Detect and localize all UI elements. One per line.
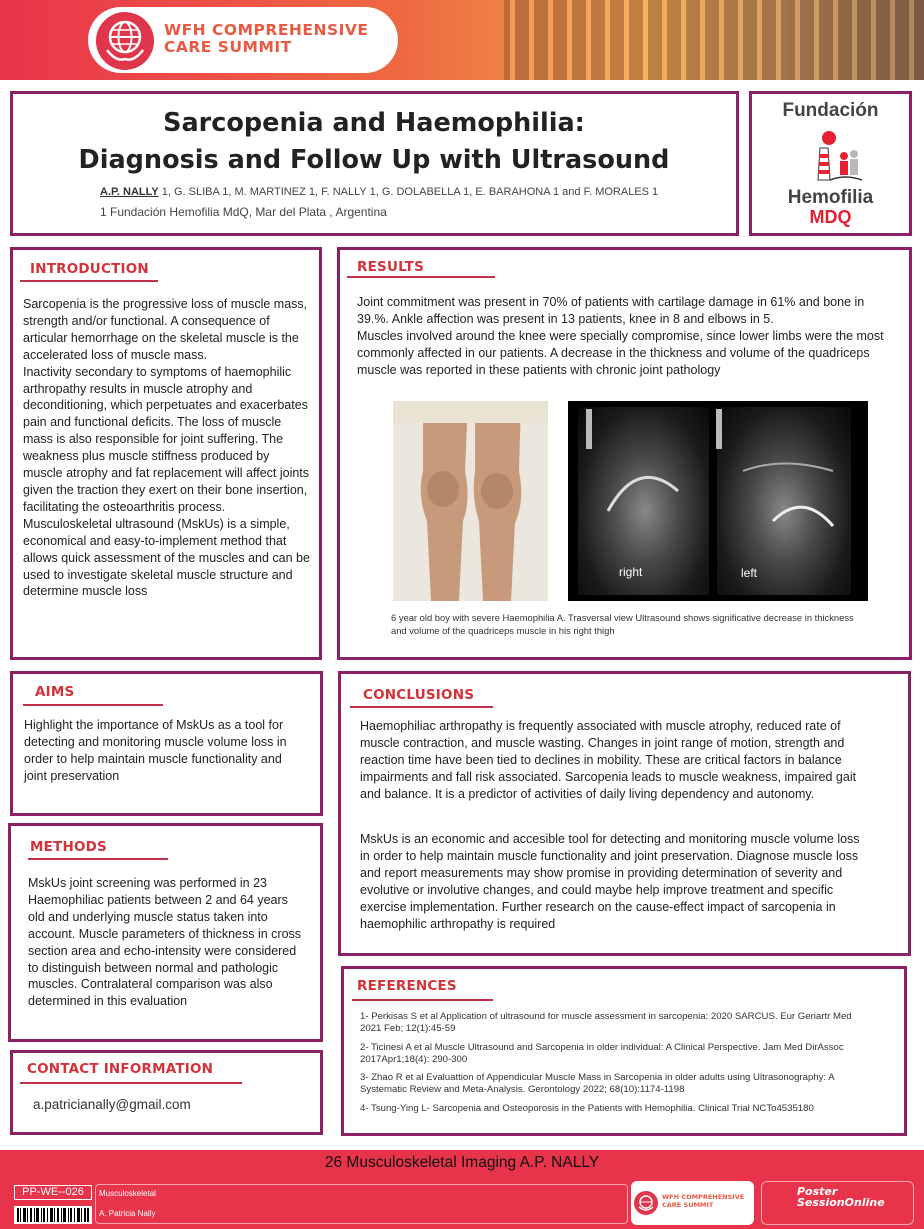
- contact-email[interactable]: a.patricianally@gmail.com: [33, 1097, 191, 1112]
- reference-item: 3- Zhao R et al Evaluattion of Appendicular Muscle Mass in Sarcopenia in older adults using Ultrasonography: A Systematic Review and Meta-Analysis. Gerontology 2022; 68(10):1174-1198: [360, 1072, 835, 1096]
- other-authors: 1, G. SLIBA 1, M. MARTINEZ 1, F. NALLY 1, G. DOLABELLA 1, E. BARAHONA 1 and F. MORALES 1: [158, 186, 659, 198]
- methods-underline: [28, 858, 168, 860]
- footer-globe-icon: [634, 1191, 658, 1215]
- foundation-sub: MDQ: [809, 207, 852, 227]
- brand-text: Poster SessionOnline: [797, 1185, 885, 1209]
- city-skyline-image: [504, 0, 924, 80]
- methods-text: MskUs joint screening was performed in 23 Haemophiliac patients between 2 and 64 years old and underlying muscle status taken into account. Muscle parameters of thickness in cross section area and echo-intensity were considered to distinguish between normal and pathologic muscles. Contralateral comparison was also determined in this evaluation: [28, 876, 302, 1009]
- aims-underline: [23, 704, 163, 706]
- aims-text: Highlight the importance of MskUs as a tool for detecting and monitoring muscle volume loss in order to help maintain muscle functionality and joint preservation: [24, 718, 287, 783]
- figure-caption: 6 year old boy with severe Haemophilia A. Trasversal view Ultrasound shows significative decrease in thickness and volume of the quadriceps muscle in his right thigh: [391, 612, 854, 636]
- footer-title: 26 Musculoskeletal Imaging A.P. NALLY: [324, 1154, 600, 1171]
- results-text: Joint commitment was present in 70% of patients with cartilage damage in 61% and bone in 39.%. Ankle affection was present in 13 patients, knee in 8 and elbows in 5. Muscles involved around the knee were specially compromise, since lower limbs were the most commonly affected in our patients. A decrease in the thickness and volume of the quadriceps muscle was reported in these patients with chronic joint pathology: [357, 295, 884, 377]
- contact-underline: [20, 1082, 242, 1084]
- introduction-heading: INTRODUCTION: [30, 261, 149, 277]
- contact-heading: CONTACT INFORMATION: [27, 1061, 214, 1077]
- introduction-text: Sarcopenia is the progressive loss of muscle mass, strength and/or functional. A consequence of articular hemorrhage on the skeletal muscle is the accelerated loss of muscle mass. Inactivity secondary to symptoms of haemophilic arthropathy results in muscle atrophy and deconditioning, which perpetuates and exacerbates pain and functional deficits. The loss of muscle mass is also responsible for joint suffering. The weakness plus muscle stiffness produced by muscle atrophy and fat replacement will affect joints given the traction they exert on their bone insertion, facilitating the osteoarthritis process. Musculoskeletal ultrasound (MskUs) is a simple, economical and easy-to-implement method that allows quick assessment of the muscles and can be used to investigate skeletal muscle structure and determine muscle loss: [23, 297, 310, 599]
- results-heading: RESULTS: [357, 259, 425, 275]
- methods-heading: METHODS: [30, 839, 107, 855]
- conclusions-underline: [350, 706, 493, 708]
- footer-info-panel: [95, 1184, 628, 1224]
- foundation-label: Fundación: [782, 100, 879, 121]
- aims-heading: AIMS: [35, 684, 75, 700]
- foundation-name: Hemofilia: [787, 187, 874, 208]
- summit-logo-text: WFH COMPREHENSIVE CARE SUMMIT: [164, 21, 369, 56]
- poster-code: PP-WE--026: [14, 1185, 92, 1200]
- ultrasound-image: [568, 401, 868, 601]
- conclusions-heading: CONCLUSIONS: [363, 687, 475, 703]
- footer-summit-text: WFH COMPREHENSIVE CARE SUMMIT: [662, 1193, 745, 1209]
- footer-author: A. Patricia Nally: [99, 1209, 156, 1218]
- references-list: [360, 1011, 875, 1115]
- conclusions-text-2: MskUs is an economic and accesible tool for detecting and monitoring muscle volume loss in order to help maintain muscle functionality and joint preservation. Diagnose muscle loss and report measurements may show promise in providing determination of severity and evolutive or involutive changes, and could maybe help improve treatment and specific exercise implementation. Further research on the cause-effect impact of sarcopenia in haemophilic arthropathy is required: [360, 832, 860, 931]
- ultrasound-right-label: right: [619, 565, 643, 579]
- poster-title: Sarcopenia and Haemophilia: Diagnosis and Follow Up with Ultrasound: [78, 108, 670, 175]
- results-underline: [347, 276, 495, 278]
- reference-item: 1- Perkisas S et al Application of ultrasound for muscle assessment in sarcopenia: 2020 SARCUS. Eur Geriartr Med 2021 Feb; 12(1):45-59: [360, 1011, 852, 1035]
- globe-hands-icon: [96, 12, 154, 70]
- lead-author: A.P. NALLY: [100, 186, 159, 198]
- conclusions-text-1: Haemophiliac arthropathy is frequently associated with muscle atrophy, reduced rate of muscle contraction, and muscle wasting. Changes in joint range of motion, strength and reaction time have been tied to declines in mobility. These are critical factors in balance impairments and fall risk associated. Sarcopenia leads to muscle weakness, impaired gait and balance. It is a predictor of activities of daily living dependency and autonomy.: [360, 719, 857, 801]
- references-heading: REFERENCES: [357, 978, 457, 994]
- author-list: [100, 186, 658, 198]
- reference-item: 2- Ticinesi A et al Muscle Ultrasound and Sarcopenia in older individual: A Clinical Perspective. Jam Med DirAssoc 2017Apr1;18(4): 290-300: [360, 1041, 844, 1065]
- affiliation: 1 Fundación Hemofilia MdQ, Mar del Plata , Argentina: [100, 205, 387, 219]
- lighthouse-icon: [800, 128, 870, 186]
- barcode-icon: [14, 1206, 92, 1224]
- references-underline: [352, 999, 493, 1001]
- introduction-underline: [20, 280, 158, 282]
- reference-item: 4- Tsung-Ying L- Sarcopenia and Osteoporosis in the Patients with Hemophilia. Clinical Trial NCTo4535180: [360, 1102, 814, 1114]
- footer-category: Musculoskeletal: [99, 1189, 156, 1198]
- ultrasound-left-label: left: [741, 566, 758, 580]
- knees-photo: [393, 401, 548, 601]
